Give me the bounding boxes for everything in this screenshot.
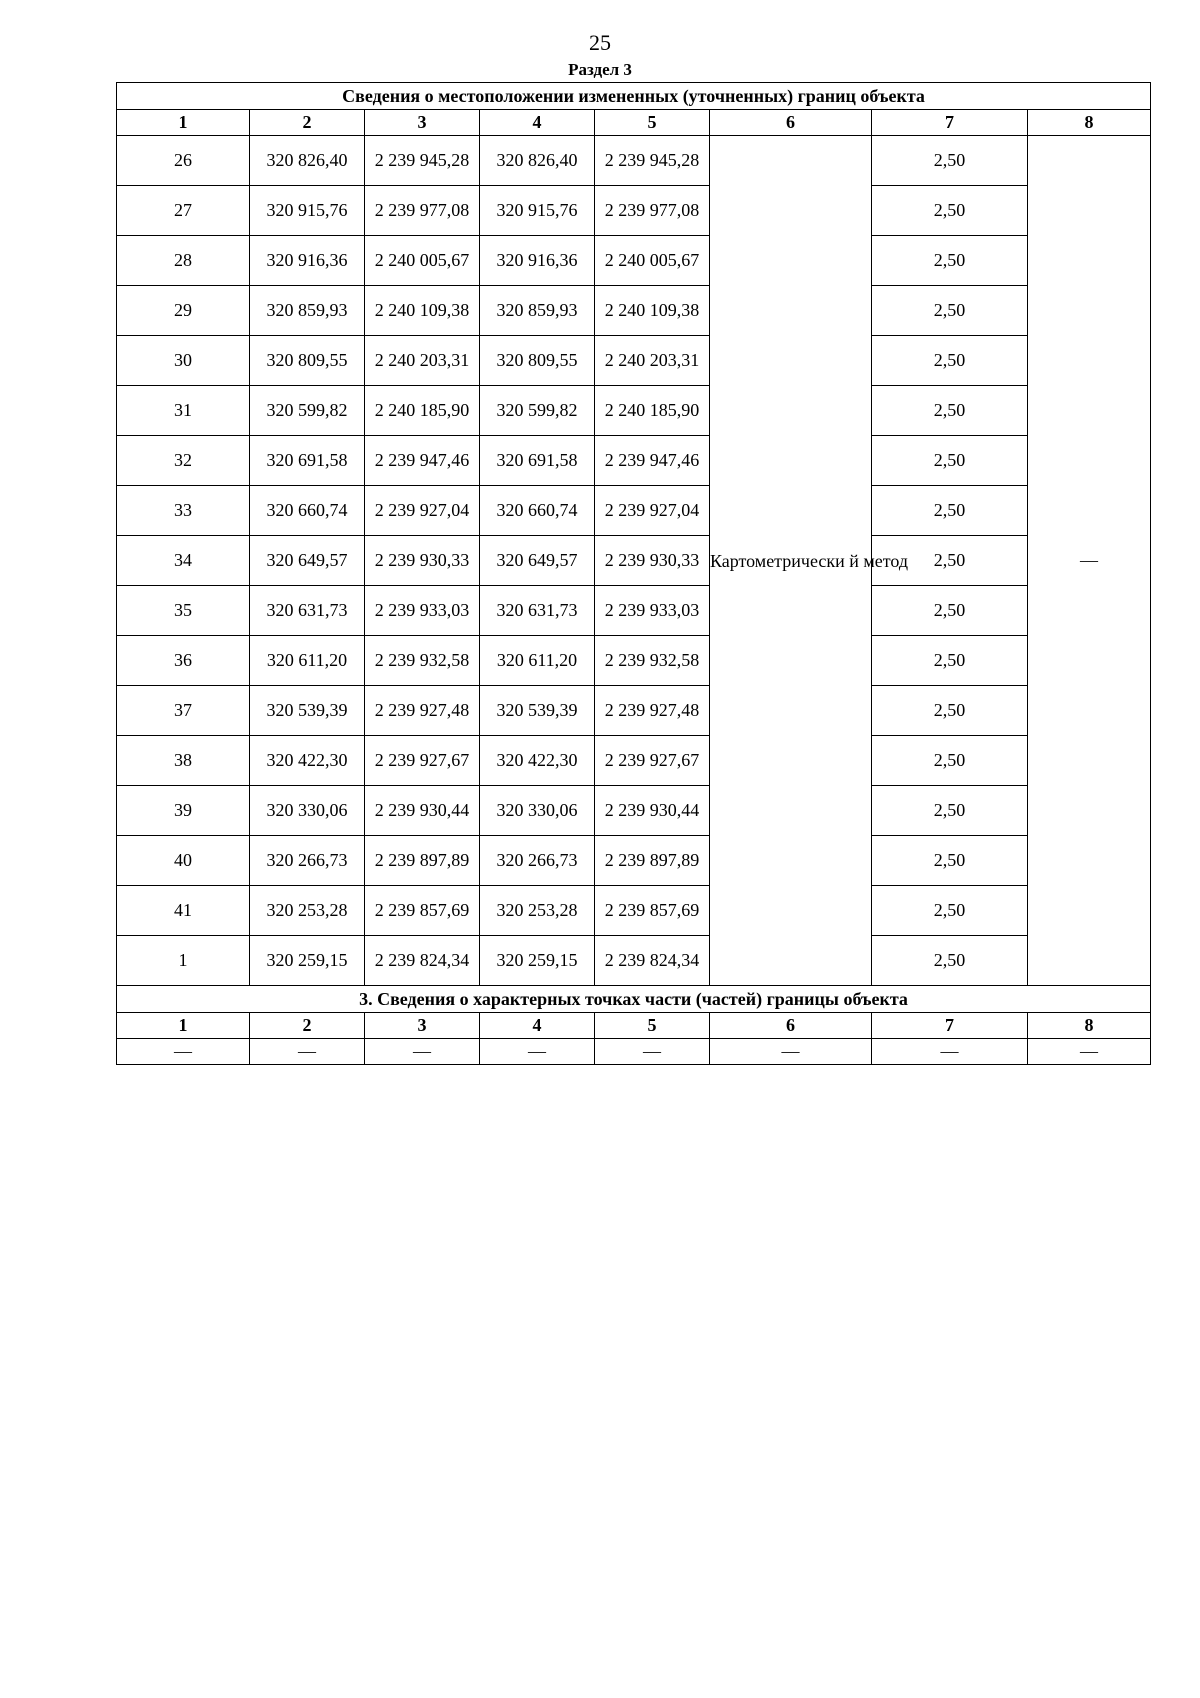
y-existing-cell: 2 239 945,28 xyxy=(365,136,480,186)
y-existing-cell: 2 239 930,33 xyxy=(365,536,480,586)
empty-dash-cell: — xyxy=(595,1039,710,1065)
table-row xyxy=(117,736,1151,786)
table-row xyxy=(117,186,1151,236)
table-row xyxy=(117,386,1151,436)
table-row xyxy=(117,486,1151,536)
point-number-cell: 26 xyxy=(117,136,250,186)
table-row xyxy=(117,536,1151,586)
accuracy-cell: 2,50 xyxy=(872,836,1028,886)
column-header: 2 xyxy=(250,1013,365,1039)
y-refined-cell: 2 239 857,69 xyxy=(595,886,710,936)
y-refined-cell: 2 240 005,67 xyxy=(595,236,710,286)
y-refined-cell: 2 239 824,34 xyxy=(595,936,710,986)
column-header: 2 xyxy=(250,110,365,136)
x-refined-cell: 320 422,30 xyxy=(480,736,595,786)
y-existing-cell: 2 239 927,48 xyxy=(365,686,480,736)
accuracy-cell: 2,50 xyxy=(872,136,1028,186)
empty-dash-cell: — xyxy=(872,1039,1028,1065)
y-existing-cell: 2 240 109,38 xyxy=(365,286,480,336)
x-existing-cell: 320 809,55 xyxy=(250,336,365,386)
table-row xyxy=(117,586,1151,636)
point-number-cell: 27 xyxy=(117,186,250,236)
y-existing-cell: 2 240 203,31 xyxy=(365,336,480,386)
y-refined-cell: 2 239 927,67 xyxy=(595,736,710,786)
header-row xyxy=(117,1013,1151,1039)
accuracy-cell: 2,50 xyxy=(872,236,1028,286)
x-refined-cell: 320 253,28 xyxy=(480,886,595,936)
column-header: 5 xyxy=(595,1013,710,1039)
point-number-cell: 37 xyxy=(117,686,250,736)
column-header: 6 xyxy=(710,1013,872,1039)
y-refined-cell: 2 240 109,38 xyxy=(595,286,710,336)
y-existing-cell: 2 239 932,58 xyxy=(365,636,480,686)
x-refined-cell: 320 330,06 xyxy=(480,786,595,836)
y-refined-cell: 2 239 927,04 xyxy=(595,486,710,536)
accuracy-cell: 2,50 xyxy=(872,686,1028,736)
table-row xyxy=(117,886,1151,936)
empty-dash-cell: — xyxy=(117,1039,250,1065)
y-refined-cell: 2 240 185,90 xyxy=(595,386,710,436)
x-refined-cell: 320 631,73 xyxy=(480,586,595,636)
column-header: 3 xyxy=(365,110,480,136)
accuracy-cell: 2,50 xyxy=(872,536,1028,586)
x-existing-cell: 320 539,39 xyxy=(250,686,365,736)
x-refined-cell: 320 660,74 xyxy=(480,486,595,536)
x-refined-cell: 320 809,55 xyxy=(480,336,595,386)
point-number-cell: 35 xyxy=(117,586,250,636)
x-refined-cell: 320 611,20 xyxy=(480,636,595,686)
y-refined-cell: 2 239 933,03 xyxy=(595,586,710,636)
x-existing-cell: 320 649,57 xyxy=(250,536,365,586)
x-refined-cell: 320 915,76 xyxy=(480,186,595,236)
table-row xyxy=(117,336,1151,386)
table-row xyxy=(117,236,1151,286)
column-header: 8 xyxy=(1028,1013,1151,1039)
column-header: 1 xyxy=(117,1013,250,1039)
x-refined-cell: 320 916,36 xyxy=(480,236,595,286)
point-number-cell: 41 xyxy=(117,886,250,936)
x-existing-cell: 320 916,36 xyxy=(250,236,365,286)
column-header: 4 xyxy=(480,110,595,136)
table-row xyxy=(117,636,1151,686)
table-row xyxy=(117,136,1151,186)
y-existing-cell: 2 239 824,34 xyxy=(365,936,480,986)
column-header: 4 xyxy=(480,1013,595,1039)
x-existing-cell: 320 915,76 xyxy=(250,186,365,236)
y-refined-cell: 2 239 930,33 xyxy=(595,536,710,586)
accuracy-cell: 2,50 xyxy=(872,886,1028,936)
point-number-cell: 33 xyxy=(117,486,250,536)
column-header: 3 xyxy=(365,1013,480,1039)
table-row xyxy=(117,436,1151,486)
point-number-cell: 30 xyxy=(117,336,250,386)
empty-dash-cell: — xyxy=(365,1039,480,1065)
point-number-cell: 39 xyxy=(117,786,250,836)
x-existing-cell: 320 611,20 xyxy=(250,636,365,686)
point-number-cell: 34 xyxy=(117,536,250,586)
y-refined-cell: 2 239 927,48 xyxy=(595,686,710,736)
y-existing-cell: 2 239 927,67 xyxy=(365,736,480,786)
column-header: 6 xyxy=(710,110,872,136)
accuracy-cell: 2,50 xyxy=(872,286,1028,336)
x-refined-cell: 320 539,39 xyxy=(480,686,595,736)
y-existing-cell: 2 239 897,89 xyxy=(365,836,480,886)
accuracy-cell: 2,50 xyxy=(872,336,1028,386)
table-row xyxy=(117,686,1151,736)
y-existing-cell: 2 239 857,69 xyxy=(365,886,480,936)
caption-row xyxy=(117,83,1151,110)
y-existing-cell: 2 239 947,46 xyxy=(365,436,480,486)
x-existing-cell: 320 253,28 xyxy=(250,886,365,936)
y-refined-cell: 2 239 897,89 xyxy=(595,836,710,886)
accuracy-cell: 2,50 xyxy=(872,936,1028,986)
table-row xyxy=(117,286,1151,336)
accuracy-cell: 2,50 xyxy=(872,486,1028,536)
x-existing-cell: 320 660,74 xyxy=(250,486,365,536)
column-header: 7 xyxy=(872,110,1028,136)
y-existing-cell: 2 239 933,03 xyxy=(365,586,480,636)
y-refined-cell: 2 239 947,46 xyxy=(595,436,710,486)
description-cell: — xyxy=(1028,136,1151,986)
y-existing-cell: 2 240 005,67 xyxy=(365,236,480,286)
table-row xyxy=(117,1039,1151,1065)
y-refined-cell: 2 239 932,58 xyxy=(595,636,710,686)
point-number-cell: 28 xyxy=(117,236,250,286)
caption-row xyxy=(117,986,1151,1013)
point-number-cell: 32 xyxy=(117,436,250,486)
x-existing-cell: 320 631,73 xyxy=(250,586,365,636)
x-refined-cell: 320 266,73 xyxy=(480,836,595,886)
accuracy-cell: 2,50 xyxy=(872,636,1028,686)
accuracy-cell: 2,50 xyxy=(872,436,1028,486)
table-row xyxy=(117,786,1151,836)
y-existing-cell: 2 239 977,08 xyxy=(365,186,480,236)
x-existing-cell: 320 330,06 xyxy=(250,786,365,836)
accuracy-cell: 2,50 xyxy=(872,186,1028,236)
column-header: 1 xyxy=(117,110,250,136)
column-header: 5 xyxy=(595,110,710,136)
section-title: Раздел 3 xyxy=(568,60,632,79)
column-header: 8 xyxy=(1028,110,1151,136)
y-refined-cell: 2 240 203,31 xyxy=(595,336,710,386)
point-number-cell: 29 xyxy=(117,286,250,336)
table-caption-parts: 3. Сведения о характерных точках части (частей) границы объекта xyxy=(117,986,1151,1013)
table-row xyxy=(117,936,1151,986)
empty-dash-cell: — xyxy=(1028,1039,1151,1065)
x-refined-cell: 320 691,58 xyxy=(480,436,595,486)
point-number-cell: 31 xyxy=(117,386,250,436)
empty-dash-cell: — xyxy=(480,1039,595,1065)
empty-dash-cell: — xyxy=(250,1039,365,1065)
x-refined-cell: 320 859,93 xyxy=(480,286,595,336)
y-refined-cell: 2 239 930,44 xyxy=(595,786,710,836)
x-existing-cell: 320 266,73 xyxy=(250,836,365,886)
y-existing-cell: 2 239 927,04 xyxy=(365,486,480,536)
x-refined-cell: 320 259,15 xyxy=(480,936,595,986)
page-number: 25 xyxy=(589,30,611,55)
y-existing-cell: 2 240 185,90 xyxy=(365,386,480,436)
column-header: 7 xyxy=(872,1013,1028,1039)
x-refined-cell: 320 826,40 xyxy=(480,136,595,186)
x-existing-cell: 320 259,15 xyxy=(250,936,365,986)
table-row xyxy=(117,836,1151,886)
accuracy-cell: 2,50 xyxy=(872,786,1028,836)
y-refined-cell: 2 239 945,28 xyxy=(595,136,710,186)
x-existing-cell: 320 859,93 xyxy=(250,286,365,336)
x-refined-cell: 320 649,57 xyxy=(480,536,595,586)
x-refined-cell: 320 599,82 xyxy=(480,386,595,436)
header-row xyxy=(117,110,1151,136)
point-number-cell: 38 xyxy=(117,736,250,786)
x-existing-cell: 320 422,30 xyxy=(250,736,365,786)
x-existing-cell: 320 599,82 xyxy=(250,386,365,436)
method-cell: Картометрически й метод xyxy=(710,136,872,986)
point-number-cell: 36 xyxy=(117,636,250,686)
table-caption: Сведения о местоположении измененных (уточненных) границ объекта xyxy=(117,83,1151,110)
boundary-table xyxy=(116,82,1151,1065)
accuracy-cell: 2,50 xyxy=(872,386,1028,436)
empty-dash-cell: — xyxy=(710,1039,872,1065)
point-number-cell: 40 xyxy=(117,836,250,886)
point-number-cell: 1 xyxy=(117,936,250,986)
x-existing-cell: 320 826,40 xyxy=(250,136,365,186)
x-existing-cell: 320 691,58 xyxy=(250,436,365,486)
accuracy-cell: 2,50 xyxy=(872,586,1028,636)
y-existing-cell: 2 239 930,44 xyxy=(365,786,480,836)
accuracy-cell: 2,50 xyxy=(872,736,1028,786)
y-refined-cell: 2 239 977,08 xyxy=(595,186,710,236)
